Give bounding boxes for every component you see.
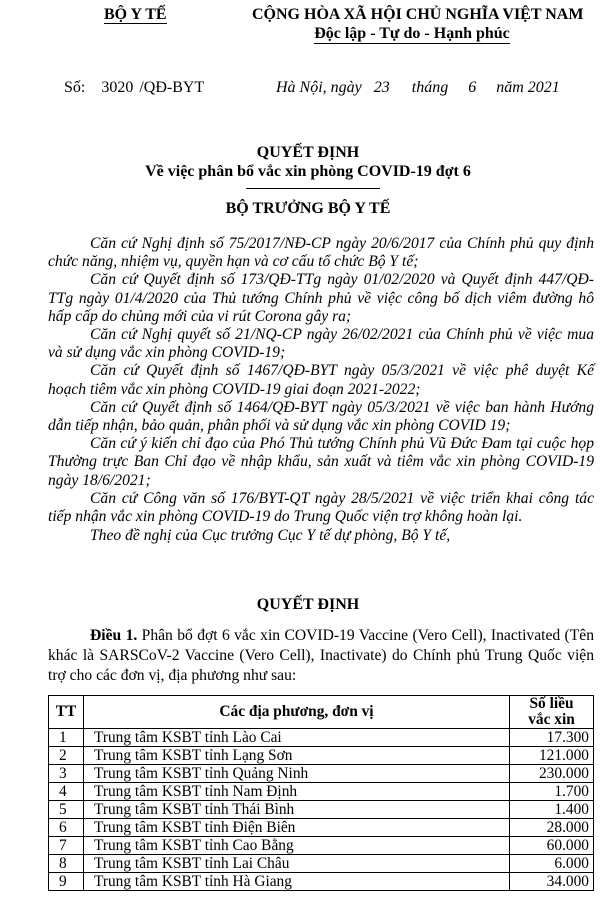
basis-paragraph: Căn cứ Quyết định số 1464/QĐ-BYT ngày 05/3/2021 về việc ban hành Hướng dẫn tiếp nhận, bảo quản, phân phối và sử dụng vắc xin phòng COVID 19; — [48, 398, 594, 435]
allocation-table — [48, 695, 594, 891]
row-doses: 230.000 — [510, 765, 594, 783]
table-row — [49, 873, 594, 891]
row-doses: 17.300 — [510, 729, 594, 747]
row-unit: Trung tâm KSBT tỉnh Quảng Ninh — [84, 765, 510, 783]
article-1 — [48, 626, 594, 686]
row-unit: Trung tâm KSBT tỉnh Lào Cai — [84, 729, 510, 747]
row-index: 2 — [49, 747, 84, 765]
table-row — [49, 783, 594, 801]
basis-paragraph: Căn cứ Quyết định số 1467/QĐ-BYT ngày 05/3/2021 về việc phê duyệt Kế hoạch tiêm vắc xin phòng COVID-19 giai đoạn 2021-2022; — [48, 362, 594, 398]
row-unit: Trung tâm KSBT tỉnh Lạng Sơn — [84, 747, 510, 765]
row-unit: Trung tâm KSBT tỉnh Điện Biên — [84, 819, 510, 837]
basis-paragraph: Căn cứ Quyết định số 173/QĐ-TTg ngày 01/02/2020 và Quyết định 447/QĐ-TTg ngày 01/4/2020 của Thủ tướng Chính phủ về việc công bố dịch viêm đường hô hấp cấp do chủng mới của vi rút Corona gây ra; — [48, 271, 594, 325]
basis-paragraph: Theo đề nghị của Cục trưởng Cục Y tế dự phòng, Bộ Y tế, — [90, 527, 451, 545]
row-doses: 1.400 — [510, 801, 594, 819]
decision-subject: Về việc phân bổ vắc xin phòng COVID-19 đợt 6 — [145, 163, 471, 180]
table-row — [49, 855, 594, 873]
document-number-value: 3020 — [101, 79, 134, 96]
issuing-ministry: BỘ Y TẾ — [104, 6, 167, 23]
row-unit: Trung tâm KSBT tỉnh Nam Định — [84, 783, 510, 801]
row-unit: Trung tâm KSBT tỉnh Lai Châu — [84, 855, 510, 873]
row-index: 4 — [49, 783, 84, 801]
decision-title: QUYẾT ĐỊNH — [256, 144, 360, 161]
document-number-label: Số: — [64, 79, 86, 96]
basis-paragraph: Căn cứ Công văn số 176/BYT-QT ngày 28/5/2021 về việc triển khai công tác tiếp nhận vắc xin phòng COVID-19 do Trung Quốc viện trợ không hoàn lại. — [48, 489, 594, 526]
table-row — [49, 801, 594, 819]
date-month: 6 — [468, 79, 477, 96]
basis-paragraph: Căn cứ Nghị quyết số 21/NQ-CP ngày 26/02/2021 của Chính phủ về việc mua và sử dụng vắc xin phòng COVID-19; — [48, 326, 594, 362]
row-index: 6 — [49, 819, 84, 837]
row-doses: 34.000 — [510, 873, 594, 891]
row-index: 9 — [49, 873, 84, 891]
header-unit: Các địa phương, đơn vị — [84, 696, 510, 729]
document-number — [64, 79, 204, 97]
row-doses: 121.000 — [510, 747, 594, 765]
basis-paragraph: Căn cứ Nghị định số 75/2017/NĐ-CP ngày 20/6/2017 của Chính phủ quy định chức năng, nhiệm vụ, quyền hạn và cơ cấu tổ chức Bộ Y tế; — [48, 235, 594, 271]
date-day: 23 — [373, 79, 390, 96]
row-index: 5 — [49, 801, 84, 819]
row-unit: Trung tâm KSBT tỉnh Thái Bình — [84, 801, 510, 819]
table-row — [49, 837, 594, 855]
decides-heading: QUYẾT ĐỊNH — [256, 596, 360, 613]
date-year: năm 2021 — [496, 79, 560, 96]
legal-basis — [48, 235, 594, 545]
row-unit: Trung tâm KSBT tỉnh Hà Giang — [84, 873, 510, 891]
national-motto: Độc lập - Tự do - Hạnh phúc — [314, 25, 510, 42]
row-doses: 6.000 — [510, 855, 594, 873]
national-title: CỘNG HÒA XÃ HỘI CHỦ NGHĨA VIỆT NAM — [252, 6, 584, 23]
table-row — [49, 729, 594, 747]
row-index: 8 — [49, 855, 84, 873]
table-row — [49, 747, 594, 765]
header-tt: TT — [49, 696, 84, 729]
minister-heading: BỘ TRƯỞNG BỘ Y TẾ — [225, 200, 391, 217]
row-index: 3 — [49, 765, 84, 783]
table-row — [49, 765, 594, 783]
title-divider — [246, 188, 380, 189]
article-1-label: Điều 1. — [90, 627, 138, 644]
table-header-row — [49, 696, 594, 729]
basis-paragraph: Căn cứ ý kiến chỉ đạo của Phó Thủ tướng Chính phủ Vũ Đức Đam tại cuộc họp Thường trực Ban Chỉ đạo về nhập khẩu, sản xuất và tiêm vắc xin phòng COVID-19 ngày 18/6/2021; — [48, 435, 594, 489]
row-unit: Trung tâm KSBT tỉnh Cao Bằng — [84, 837, 510, 855]
row-index: 1 — [49, 729, 84, 747]
table-row — [49, 819, 594, 837]
date-month-label: tháng — [411, 79, 449, 96]
row-doses: 60.000 — [510, 837, 594, 855]
place-and-date — [276, 79, 560, 97]
row-index: 7 — [49, 837, 84, 855]
row-doses: 28.000 — [510, 819, 594, 837]
document-number-suffix: /QĐ-BYT — [139, 79, 205, 96]
article-1-text: Phân bổ đợt 6 vắc xin COVID-19 Vaccine (Vero Cell), Inactivated (Tên khác là SARSCoV-2 Vaccine (Vero Cell), Inactivate) do Chính phủ Trung Quốc viện trợ cho các đơn vị, địa phương như sau: — [48, 627, 594, 684]
row-doses: 1.700 — [510, 783, 594, 801]
header-doses: Số liều vắc xin — [510, 696, 594, 729]
place-date-prefix: Hà Nội, ngày — [276, 79, 362, 96]
